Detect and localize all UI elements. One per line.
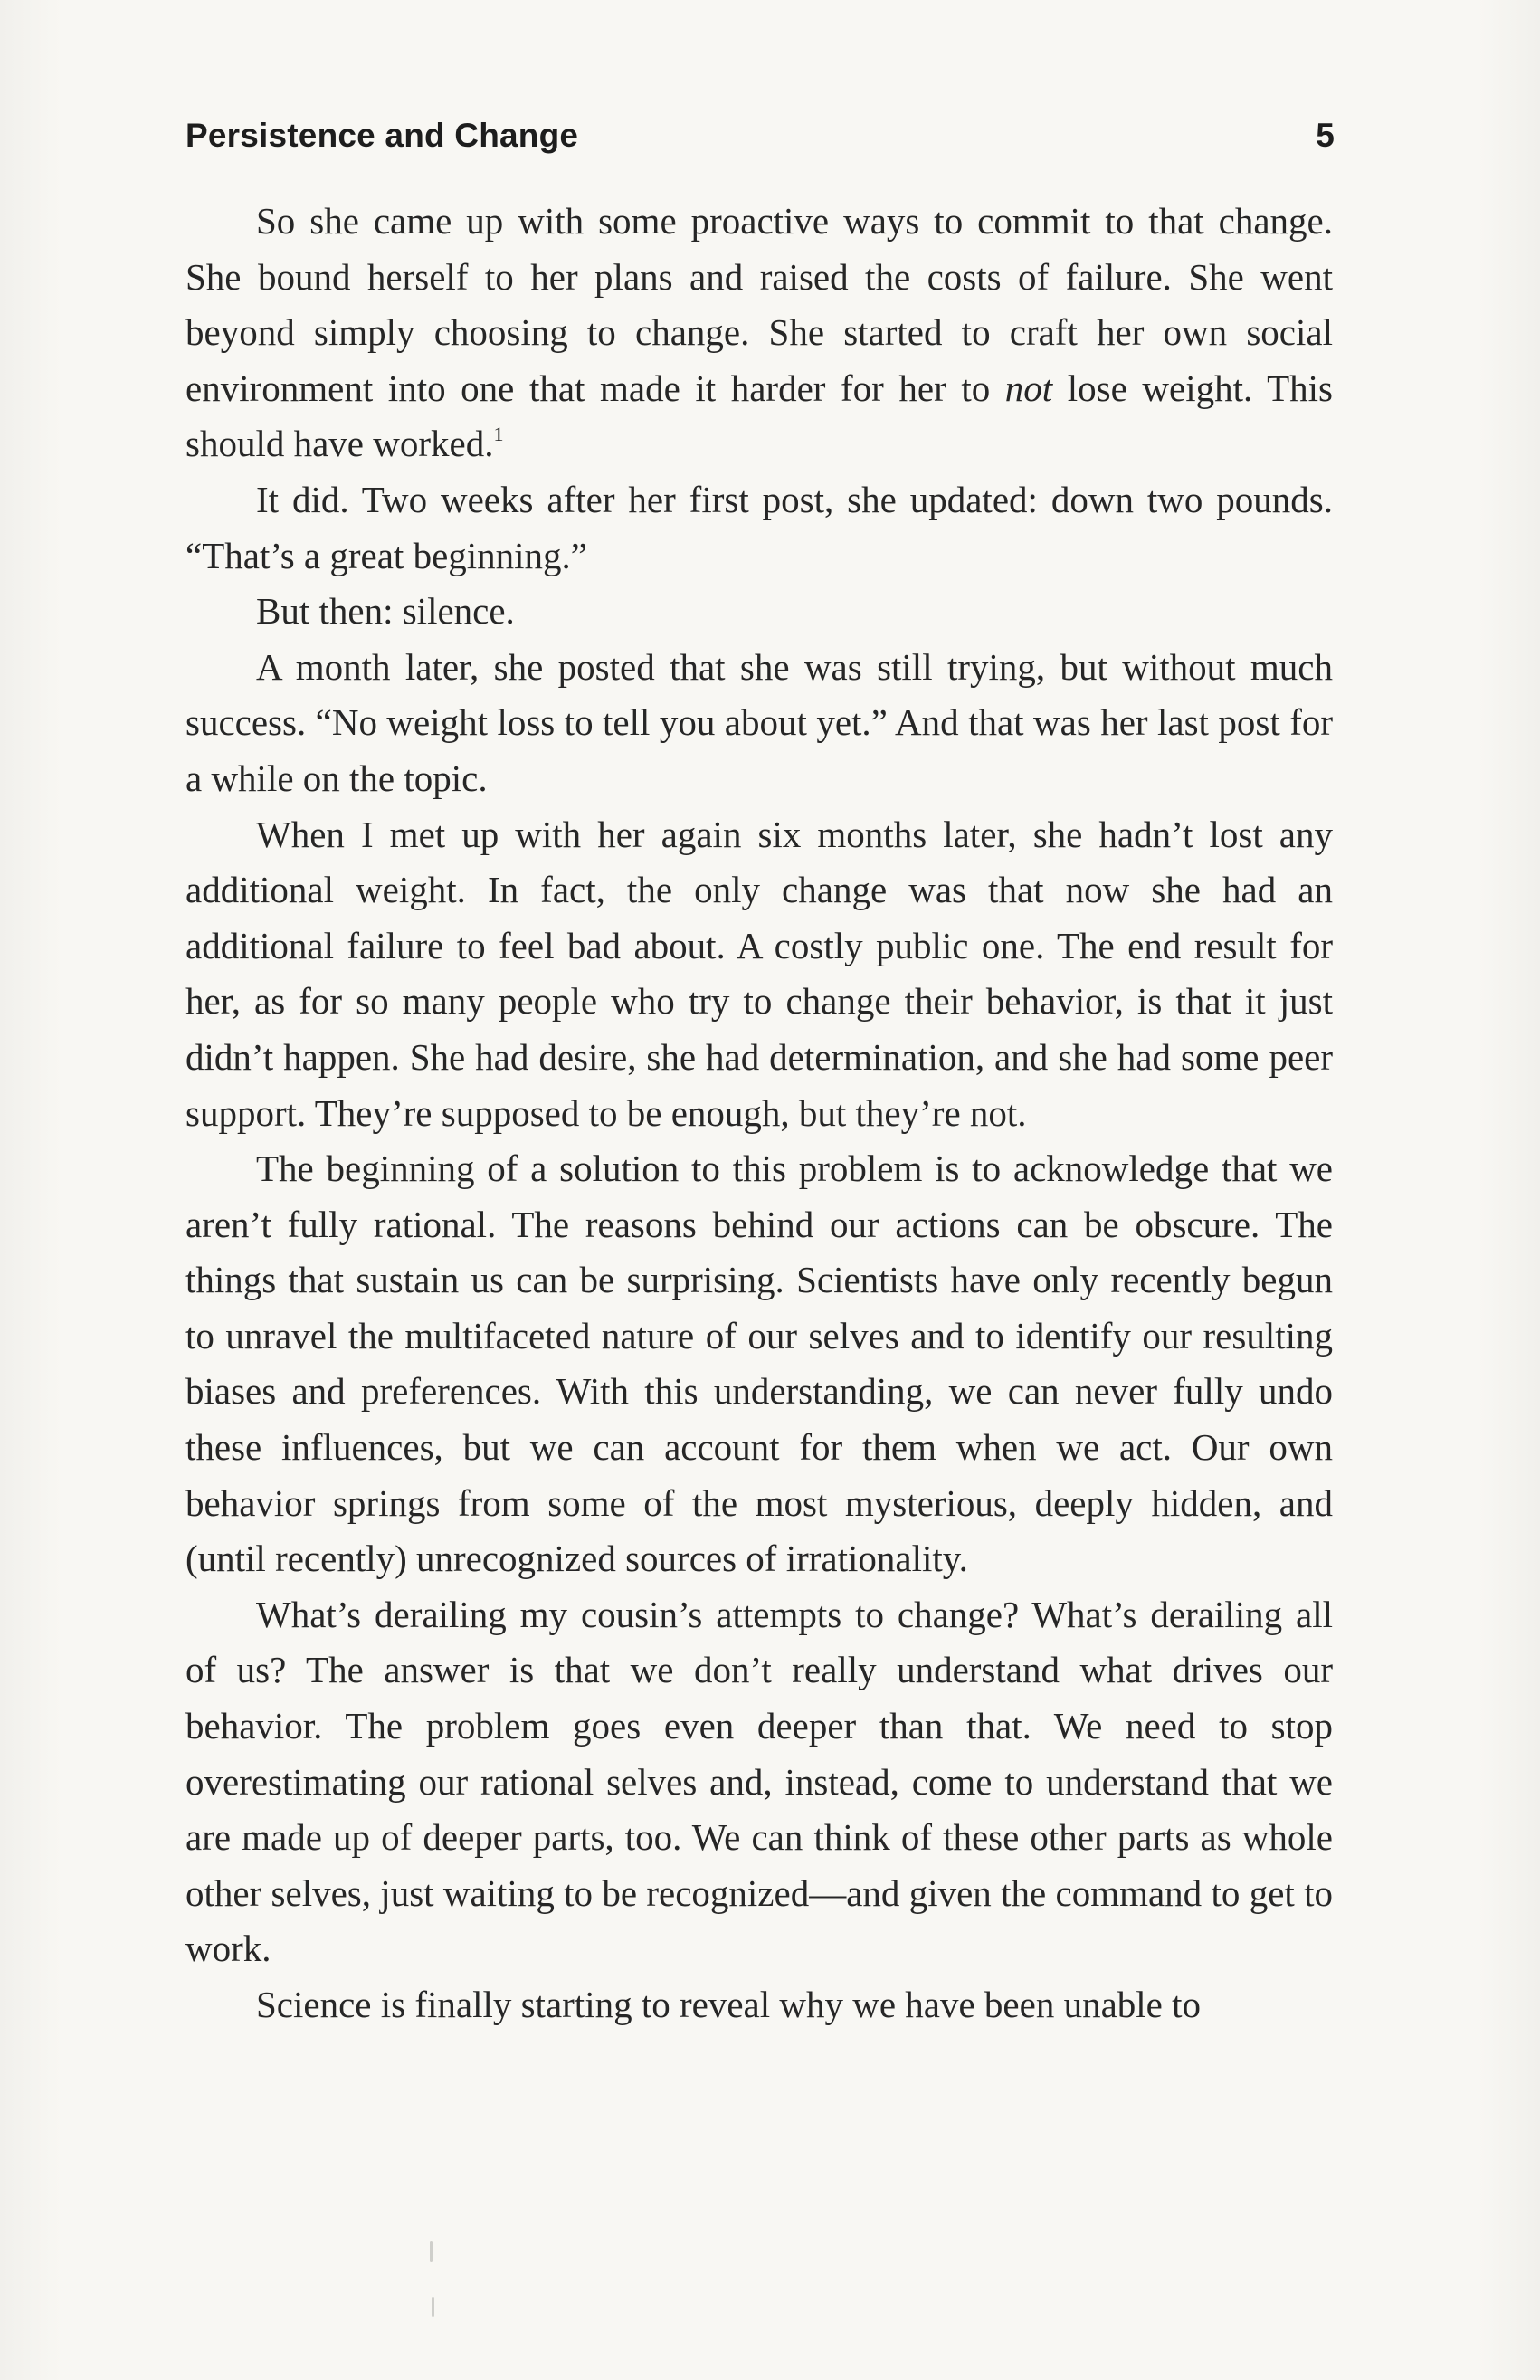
scan-fleck [430,2241,433,2262]
paragraph: What’s derailing my cousin’s attempts to change? What’s derailing all of us? The answer is that we don’t really understand what drives our behavior. The problem goes even deeper than that. We need to stop overestimating our rational selves and, instead, come to understand that we are made up of deeper parts, too. We can think of these other parts as whole other selves, just waiting to be recognized—and given the command to get to work. [185,1593,1333,1970]
paragraph: The beginning of a solution to this problem is to acknowledge that we aren’t fully rational. The reasons behind our actions can be obscure. The things that sustain us can be surprising. Scientists have only recently begun to unravel the multifaceted nature of our selves and to identify our resulting biases and preferences. With this understanding, we can never fully undo these influences, but we can account for them when we act. Our own behavior springs from some of the most mysterious, deeply hidden, and (until recently) unrecognized sources of irrationality. [185,1147,1333,1580]
footnote-marker: 1 [493,423,504,446]
paragraph: Science is finally starting to reveal why we have been unable to [256,1984,1201,2025]
paragraph: So she came up with some proactive ways to commit to that change. She bound herself to her plans and raised the costs of failure. She went beyond simply choosing to change. She started to craft her own social environment into one that made it harder for her to not lose weight. This should have worked.$^1$ [185,200,1333,465]
paragraph: But then: silence. [256,590,515,633]
paragraph: A month later, she posted that she was still trying, but without much success. “No weight loss to tell you about yet.” And that was her last post for a while on the topic. [185,645,1333,799]
page-number: 5 [1316,117,1335,154]
paragraph: When I met up with her again six months later, she hadn’t lost any additional weight. In fact, the only change was that now she had an additional failure to feel bad about. A costly public one. The end result for her, as for so many people who try to change their behavior, is that it just didn’t happen. She had desire, she had determination, and she had some peer support. They’re supposed to be enough, but they’re not. [185,813,1333,1134]
scan-fleck [432,2297,434,2317]
chapter-title: Persistence and Change [185,117,579,154]
emphasis-not: not [1004,367,1053,409]
body-text [185,194,1333,2033]
running-head [185,110,1335,161]
paragraph: It did. Two weeks after her first post, she updated: down two pounds. “That’s a great beginning.” [185,478,1333,576]
